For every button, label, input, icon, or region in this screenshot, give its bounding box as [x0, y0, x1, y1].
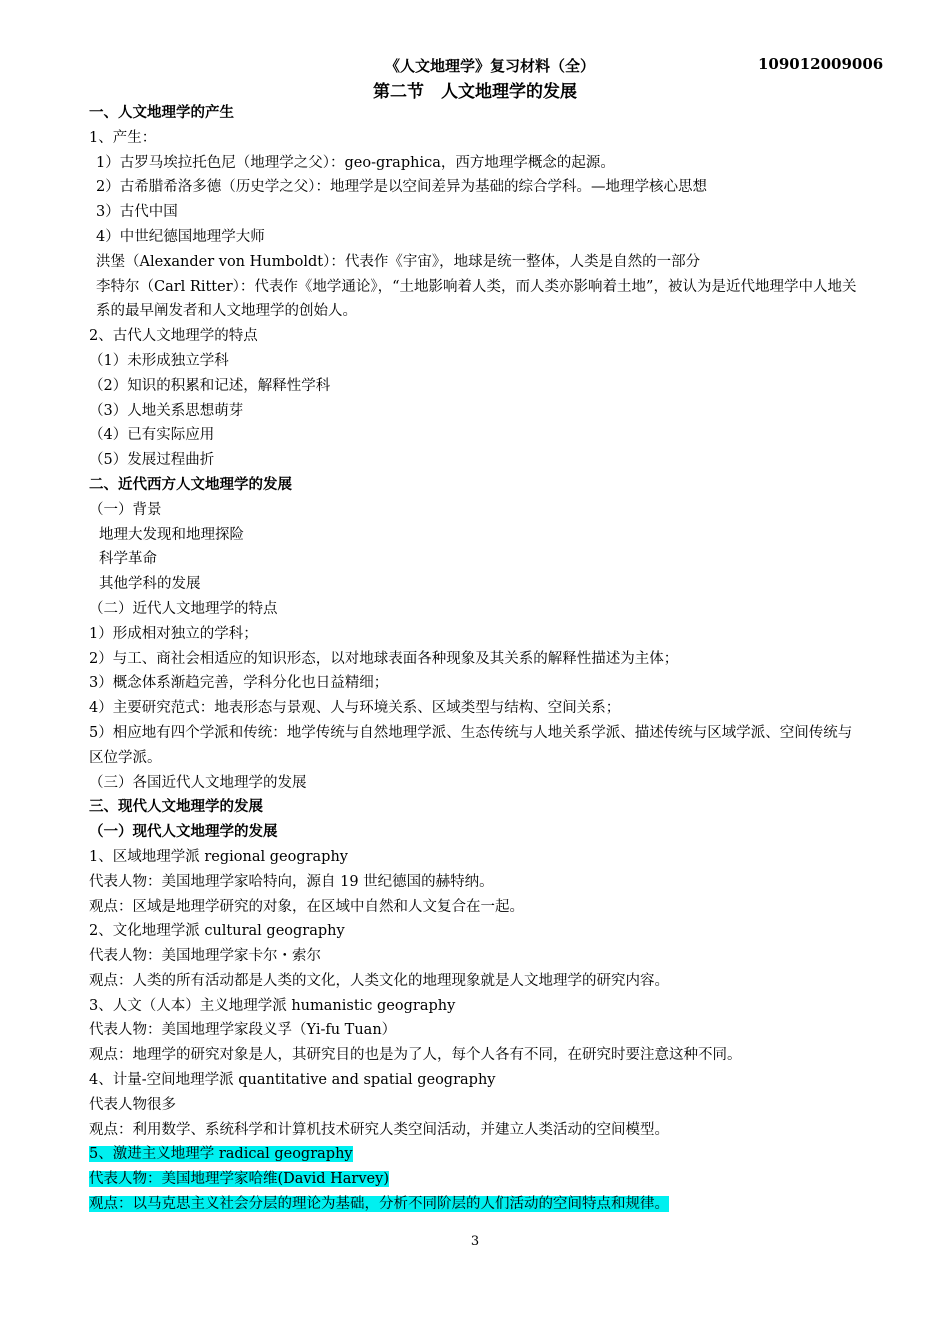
subheading: 2、古代人文地理学的特点	[89, 328, 258, 345]
list-item: 地理大发现和地理探险	[99, 526, 244, 543]
list-item: 1）古罗马埃拉托色尼（地理学之父）：geo-graphica，西方地理学概念的起源。	[96, 154, 615, 171]
viewpoint: 观点：利用数学、系统科学和计算机技术研究人类空间活动，并建立人类活动的空间模型。	[89, 1121, 669, 1138]
list-item: （2）知识的积累和记述，解释性学科	[89, 377, 331, 394]
representative: 代表人物很多	[89, 1096, 176, 1113]
heading-2: 二、近代西方人文地理学的发展	[89, 475, 292, 493]
page-number: 3	[470, 1234, 480, 1249]
viewpoint: 观点：人类的所有活动都是人类的文化，人类文化的地理现象就是人文地理学的研究内容。	[89, 972, 669, 989]
highlighted-viewpoint: 观点：以马克思主义社会分层的理论为基础，分析不同阶层的人们活动的空间特点和规律。	[89, 1196, 669, 1213]
subheading: （三）各国近代人文地理学的发展	[89, 774, 307, 791]
list-item: （1）未形成独立学科	[89, 352, 229, 369]
paragraph: 李特尔（Carl Ritter）：代表作《地学通论》，“土地影响着人类，而人类亦影响着土地”，被认为是近代地理学中人地关系的最早阐发者和人文地理学的创始人。	[96, 278, 857, 320]
heading-3: 三、现代人文地理学的发展	[89, 798, 263, 816]
list-item: 科学革命	[99, 551, 157, 568]
header-title: 《人文地理学》复习材料（全）	[385, 57, 596, 75]
list-item: （3）人地关系思想萌芽	[89, 402, 244, 419]
highlighted-representative: 代表人物：美国地理学家哈维(David Harvey)	[89, 1171, 389, 1188]
list-item: （4）已有实际应用	[89, 427, 215, 444]
subheading: （二）近代人文地理学的特点	[89, 600, 278, 617]
list-item: 3）概念体系渐趋完善，学科分化也日益精细；	[89, 675, 389, 692]
representative: 代表人物：美国地理学家卡尔・索尔	[89, 948, 321, 965]
list-item: 其他学科的发展	[99, 576, 201, 593]
list-item: 3）古代中国	[96, 204, 178, 221]
school-title: 3、人文（人本）主义地理学派 humanistic geography	[89, 997, 456, 1014]
heading-1: 一、人文地理学的产生	[89, 104, 234, 121]
document-body	[89, 101, 864, 1217]
list-item: 5）相应地有四个学派和传统：地学传统与自然地理学派、生态传统与人地关系学派、描述传统与区域学派、空间传统与区位学派。	[89, 724, 853, 766]
subheading: 1、产生：	[89, 129, 157, 146]
list-item: 2）古希腊希洛多德（历史学之父）：地理学是以空间差异为基础的综合学科。—地理学核心思想	[96, 179, 707, 196]
representative: 代表人物：美国地理学家哈特向，源自 19 世纪德国的赫特纳。	[89, 873, 494, 890]
representative: 代表人物：美国地理学家段义孚（Yi-fu Tuan）	[89, 1022, 397, 1039]
list-item: 2）与工、商社会相适应的知识形态，以对地球表面各种现象及其关系的解释性描述为主体；	[89, 650, 679, 667]
viewpoint: 观点：区域是地理学研究的对象，在区域中自然和人文复合在一起。	[89, 898, 524, 915]
school-title: 4、计量-空间地理学派 quantitative and spatial geography	[89, 1072, 496, 1089]
school-title: 1、区域地理学派 regional geography	[89, 848, 348, 865]
subheading-bold: （一）现代人文地理学的发展	[89, 823, 278, 841]
highlighted-school-title: 5、激进主义地理学 radical geography	[89, 1146, 353, 1163]
list-item: 1）形成相对独立的学科；	[89, 625, 258, 642]
section-title: 第二节 人文地理学的发展	[373, 82, 577, 102]
paragraph: 洪堡（Alexander von Humboldt）：代表作《宇宙》，地球是统一整体，人类是自然的一部分	[96, 253, 701, 270]
school-title: 2、文化地理学派 cultural geography	[89, 923, 345, 940]
list-item: （5）发展过程曲折	[89, 452, 215, 469]
list-item: 4）中世纪德国地理学大师	[96, 228, 265, 245]
header-code: 109012009006	[758, 55, 884, 73]
list-item: 4）主要研究范式：地表形态与景观、人与环境关系、区域类型与结构、空间关系；	[89, 700, 621, 717]
subheading: （一）背景	[89, 501, 162, 518]
viewpoint: 观点：地理学的研究对象是人，其研究目的也是为了人，每个人各有不同，在研究时要注意这种不同。	[89, 1047, 742, 1064]
